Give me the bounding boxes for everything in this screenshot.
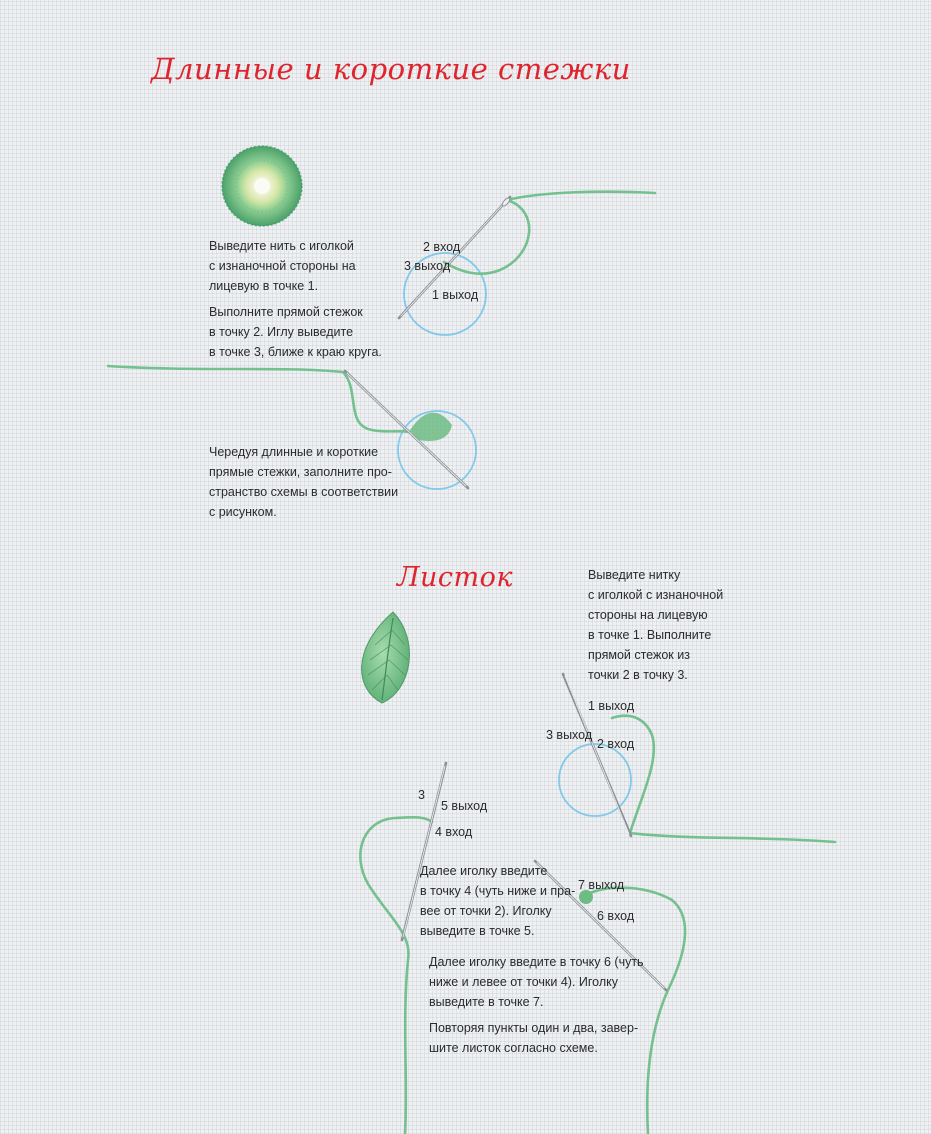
label-leaf-4-in: 4 вход (435, 825, 473, 839)
label-2-in: 2 вход (423, 240, 461, 254)
leaf-sample (362, 612, 410, 703)
label-1-out: 1 выход (432, 288, 479, 302)
label-leaf-2-in: 2 вход (597, 737, 635, 751)
label-leaf-3-out: 3 выход (546, 728, 593, 742)
label-leaf-7-out: 7 выход (578, 878, 625, 892)
section2-step2-text: Далее иголку введите в точку 4 (чуть ниже и пра- вее от точки 2). Иголку выведите в точке 5. (420, 864, 576, 938)
label-leaf-6-in: 6 вход (597, 909, 635, 923)
section1-step1-text: Выведите нить с иголкой с изнаночной стороны на лицевую в точке 1. (209, 239, 356, 293)
section1-title: Длинные и короткие стежки (151, 52, 631, 86)
label-leaf-3: 3 (418, 788, 425, 802)
thread-3 (612, 716, 835, 842)
section2-step1-text: Выведите нитку с иголкой с изнаночной стороны на лицевую в точке 1. Выполните прямой стежок из точки 2 в точку 3. (588, 568, 724, 682)
section1-step3-text: Чередуя длинные и короткие прямые стежки, заполните про- странство схемы в соответствии с рисунком. (209, 445, 399, 519)
stitch-diagram-4 (360, 763, 446, 1134)
thread-2 (108, 366, 410, 432)
label-leaf-1-out: 1 выход (588, 699, 635, 713)
section1-step2-text: Выполните прямой стежок в точку 2. Иглу выведите в точке 3, ближе к краю круга. (209, 305, 382, 359)
label-3-out: 3 выход (404, 259, 451, 273)
flower-sample (222, 146, 302, 226)
section2-title: Листок (397, 562, 514, 593)
guide-circle-3 (559, 744, 631, 816)
label-leaf-5-out: 5 выход (441, 799, 488, 813)
section2-step3-text: Далее иголку введите в точку 6 (чуть ниже и левее от точки 4). Иголку выведите в точке 7. (429, 955, 644, 1009)
section2-step4-text: Повторяя пункты один и два, завер- шите листок согласно схеме. (429, 1021, 639, 1055)
